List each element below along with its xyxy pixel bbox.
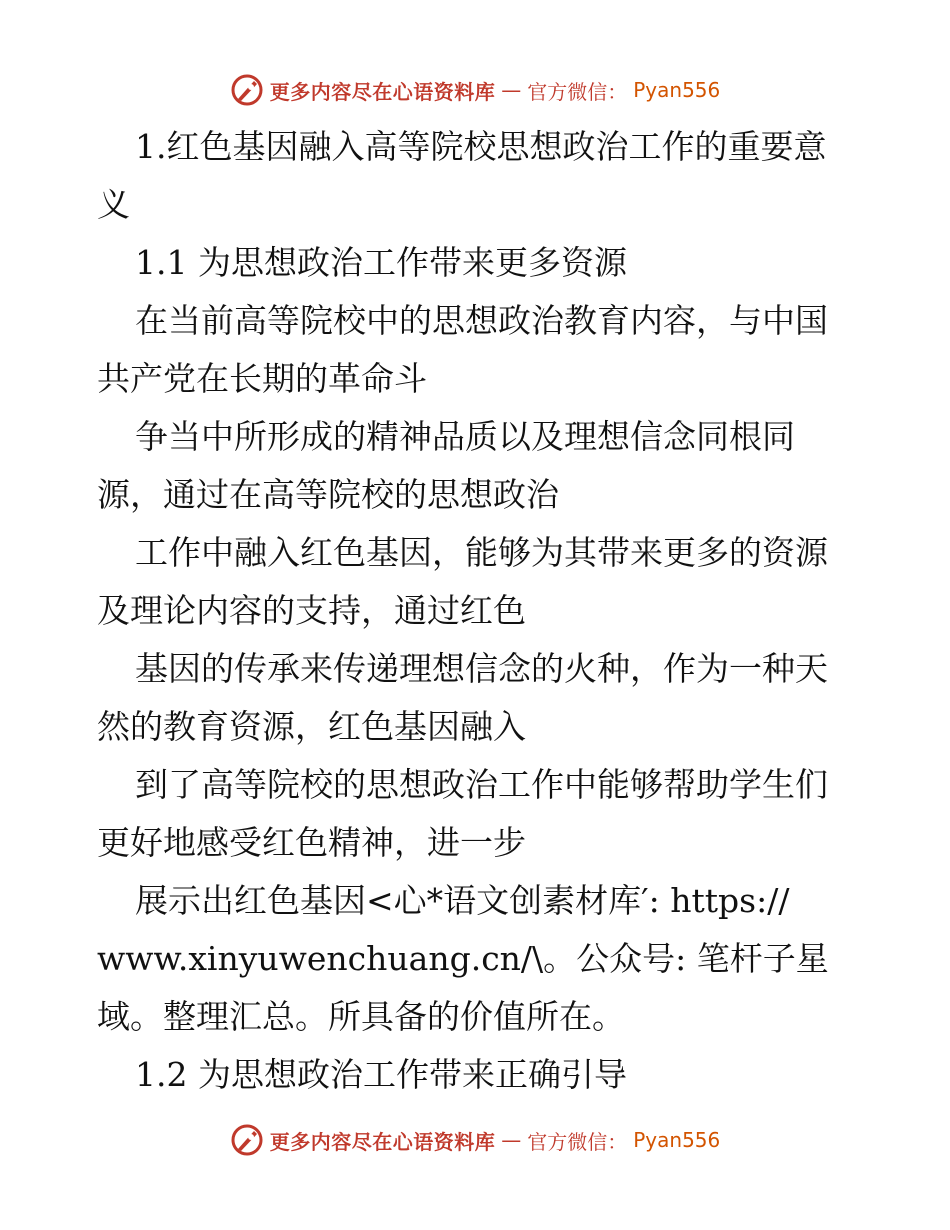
- paragraph-line: 基因的传承来传递理想信念的火种，作为一种天: [135, 649, 828, 688]
- subsection-heading-1-2: 1.2 为思想政治工作带来正确引导: [135, 1055, 627, 1094]
- paragraph-line: 更好地感受红色精神，进一步: [97, 823, 526, 862]
- banner-wechat-label: 官方微信：: [527, 79, 628, 104]
- banner-wechat-label: 官方微信：: [527, 1129, 628, 1154]
- paragraph-line: 工作中融入红色基因，能够为其带来更多的资源: [135, 533, 828, 572]
- footer-watermark-banner: [0, 1120, 950, 1160]
- banner-site-text: 更多内容尽在心语资料库: [269, 79, 496, 104]
- banner-wechat-id: Pyan556: [633, 78, 721, 102]
- banner-wechat-id: Pyan556: [633, 1128, 721, 1152]
- paragraph-line: 到了高等院校的思想政治工作中能够帮助学生们: [135, 765, 828, 804]
- paragraph-line: 共产党在长期的革命斗: [97, 359, 427, 398]
- document-body: [97, 118, 857, 1104]
- paragraph-line: 展示出红色基因<心*语文创素材库′: https://: [135, 881, 790, 920]
- section-heading-1-wrap: 义: [97, 185, 130, 224]
- section-heading-1: 1.红色基因融入高等院校思想政治工作的重要意: [135, 127, 827, 166]
- paragraph-line: 域。整理汇总。所具备的价值所在。: [97, 997, 625, 1036]
- paragraph-line: www.xinyuwenchuang.cn/\。公众号: 笔杆子星: [97, 939, 829, 978]
- paragraph-line: 源，通过在高等院校的思想政治: [97, 475, 559, 514]
- paragraph-line: 及理论内容的支持，通过红色: [97, 591, 526, 630]
- quill-pen-logo-icon: [230, 1123, 264, 1157]
- paragraph-line: 在当前高等院校中的思想政治教育内容，与中国: [135, 301, 828, 340]
- banner-separator: —: [501, 78, 522, 102]
- header-watermark-banner: [0, 70, 950, 110]
- paragraph-line: 然的教育资源，红色基因融入: [97, 707, 526, 746]
- banner-separator: —: [501, 1128, 522, 1152]
- paragraph-line: 争当中所形成的精神品质以及理想信念同根同: [135, 417, 795, 456]
- quill-pen-logo-icon: [230, 73, 264, 107]
- subsection-heading-1-1: 1.1 为思想政治工作带来更多资源: [135, 243, 627, 282]
- banner-site-text: 更多内容尽在心语资料库: [269, 1129, 496, 1154]
